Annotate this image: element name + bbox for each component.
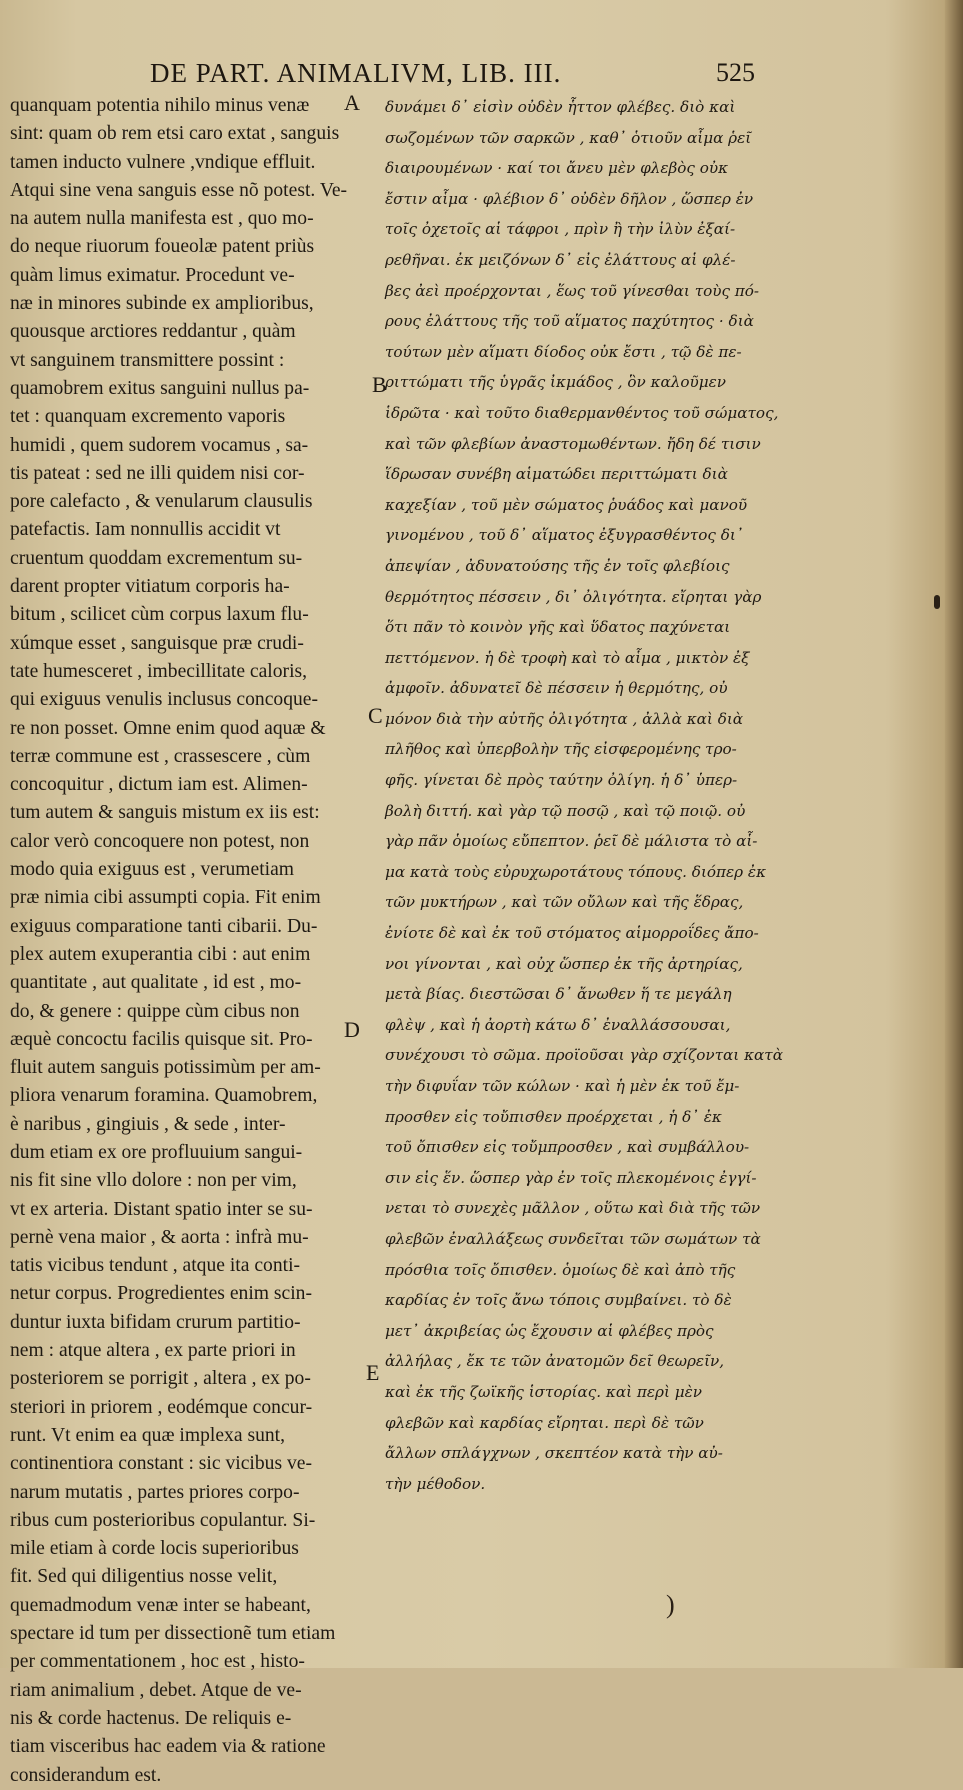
latin-text-line: tis pateat : sed ne illi quidem nisi cor- [10, 462, 305, 484]
greek-text-line: ἔστιν αἷμα · φλέβιον δ᾽ οὐδὲν δῆλον , ὥσπερ ἐν [385, 189, 754, 208]
greek-text-line: τούτων μὲν αἵματι δίοδος οὐκ ἔστι , τῷ δὲ πε- [385, 342, 742, 361]
latin-text-line: quanquam potentia nihilo minus venæ [10, 95, 310, 116]
latin-text-line: considerandum est. [10, 1764, 162, 1786]
greek-text-line: μετ᾽ ἀκριβείας ὡς ἔχουσιν αἱ φλέβες πρὸς [385, 1321, 714, 1340]
latin-text-line: do, & genere : quippe cùm cibus non [10, 1000, 300, 1022]
greek-text-line: μα κατὰ τοὺς εὐρυχωροτάτους τόπους. διόπερ ἐκ [385, 862, 767, 881]
latin-text-line: æquè concoctu facilis quisque sit. Pro- [10, 1028, 313, 1050]
latin-text-line: vt ex arteria. Distant spatio inter se su- [10, 1198, 313, 1220]
latin-text-line: quamobrem exitus sanguini nullus pa- [10, 377, 310, 399]
latin-text-line: quàm limus eximatur. Procedunt ve- [10, 264, 295, 286]
greek-text-line: τὴν μέθοδον. [385, 1474, 486, 1493]
latin-text-line: steriori in priorem , eodémque concur- [10, 1396, 313, 1418]
latin-text-line: exiguus comparatione tanti cibarii. Du- [10, 915, 318, 937]
latin-text-line: tate humesceret , imbecillitate caloris, [10, 660, 308, 682]
latin-text-line: pliora venarum foramina. Quamobrem, [10, 1085, 318, 1107]
greek-text-line: φῆς. γίνεται δὲ πρὸς ταύτην ὀλίγη. ἡ δ᾽ ὑπερ- [385, 771, 738, 790]
latin-text-line: modo quia exiguus est , verumetiam [10, 859, 295, 881]
latin-text-line: calor verò concoquere non potest, non [10, 830, 310, 852]
greek-text-line: πρόσθια τοῖς ὄπισθεν. ὁμοίως δὲ καὶ ἀπὸ τῆς [385, 1260, 736, 1279]
greek-text-line: μετὰ βίας. διεστῶσαι δ᾽ ἄνωθεν ἥ τε μεγάλη [385, 985, 732, 1004]
latin-text-line: riam animalium , debet. Atque de ve- [10, 1679, 302, 1701]
latin-text-line: ribus cum posterioribus copulantur. Si- [10, 1509, 316, 1531]
latin-text-line: per commentationem , hoc est , histo- [10, 1651, 305, 1673]
ink-spot [934, 595, 940, 609]
latin-text-line: tatis vicibus tendunt , atque ita conti- [10, 1255, 301, 1277]
latin-text-line: cruentum quoddam excrementum su- [10, 547, 303, 569]
bottom-catch-mark: ) [666, 1590, 675, 1619]
greek-text-line: βολὴ διττή. καὶ γὰρ τῷ ποσῷ , καὶ τῷ ποιῷ. οὐ [385, 801, 746, 820]
greek-text-line: πλῆθος καὶ ὑπερβολὴν τῆς εἰσφερομένης τρο- [385, 740, 737, 759]
greek-text-line: σωζομένων τῶν σαρκῶν , καθ᾽ ὁτιοῦν αἷμα ῥεῖ [385, 128, 752, 147]
greek-text-line: τὴν διφυΐαν τῶν κώλων · καὶ ἡ μὲν ἐκ τοῦ ἔμ- [385, 1077, 740, 1095]
latin-text-line: continentiora constant : sic vicibus ve- [10, 1453, 312, 1475]
book-spine-edge [945, 0, 963, 1668]
greek-text-line: ρεθῆναι. ἐκ μειζόνων δ᾽ εἰς ἐλάττους αἱ φλέ- [385, 250, 736, 269]
latin-text-line: pernè vena maior , & aorta : infrà mu- [10, 1226, 309, 1248]
latin-text-line: quousque arctiores reddantur , quàm [10, 321, 296, 343]
latin-text-line: nis fit sine vllo dolore : non per vim, [10, 1170, 297, 1192]
greek-text-line: φλεβῶν καὶ καρδίας εἴρηται. περὶ δὲ τῶν [385, 1413, 704, 1432]
latin-text-line: posteriorem se porrigit , altera , ex po- [10, 1368, 311, 1390]
latin-text-line: quantitate , aut qualitate , id est , mo- [10, 972, 302, 994]
greek-text-line: καὶ ἐκ τῆς ζωϊκῆς ἱστορίας. καὶ περὶ μὲν [385, 1382, 702, 1401]
greek-text-line: ἀπεψίαν , ἀδυνατούσης τῆς ἐν τοῖς φλεβίοις [385, 556, 730, 575]
running-header: DE PART. ANIMALIVM, LIB. III. [150, 58, 562, 88]
greek-text-line: καχεξίαν , τοῦ μὲν σώματος ῥυάδος καὶ μανοῦ [385, 495, 748, 514]
greek-text-line: πεττόμενον. ἡ δὲ τροφὴ καὶ τὸ αἷμα , μικτὸν ἐξ [385, 648, 750, 667]
greek-text-line: ἀλλήλας , ἔκ τε τῶν ἀνατομῶν δεῖ θεωρεῖν, [385, 1352, 725, 1371]
latin-text-line: duntur iuxta bifidam crurum partitio- [10, 1311, 301, 1333]
latin-text-line: concoquitur , dictum iam est. Alimen- [10, 774, 308, 796]
greek-text-line: μόνον διὰ τὴν αὐτῆς ὀλιγότητα , ἀλλὰ καὶ διὰ [385, 709, 744, 728]
greek-text-line: γὰρ πᾶν ὁμοίως εὔπεπτον. ῥεῖ δὲ μάλιστα τὸ αἷ- [385, 832, 758, 851]
greek-text-line: ἀμφοῖν. ἀδυνατεῖ δὲ πέσσειν ἡ θερμότης, οὐ [385, 679, 728, 698]
latin-text-line: qui exiguus venulis inclusus concoque- [10, 689, 319, 711]
greek-text-line: ριττώματι τῆς ὑγρᾶς ἰκμάδος , ὃν καλοῦμεν [385, 373, 727, 392]
latin-text-line: xúmque esset , sanguisque præ crudi- [10, 632, 304, 654]
greek-text-line: φλὲψ , καὶ ἡ ἀορτὴ κάτω δ᾽ ἐναλλάσσουσαι, [385, 1015, 731, 1034]
latin-text-line: tamen inducto vulnere ,vndique effluit. [10, 151, 316, 173]
latin-text-line: tet : quanquam excremento vaporis [10, 406, 286, 428]
latin-text-line: Atqui sine vena sanguis esse nõ potest. Ve- [10, 179, 348, 201]
greek-text-line: τοῖς ὀχετοῖς αἱ τάφροι , πρὶν ἢ τὴν ἰλὺν ἐξαί- [385, 220, 736, 239]
latin-text-line: nem : atque altera , ex parte priori in [10, 1340, 296, 1362]
greek-text-line: νεται τὸ συνεχὲς μᾶλλον , οὕτω καὶ διὰ τῆς τῶν [385, 1199, 761, 1218]
latin-text-line: quemadmodum venæ inter se habeant, [10, 1594, 311, 1616]
latin-text-line: fit. Sed qui diligentius nosse velit, [10, 1566, 278, 1588]
latin-text-line: è naribus , gingiuis , & sede , inter- [10, 1113, 286, 1135]
greek-text-line: τοῦ ὄπισθεν εἰς τοὔμπροσθεν , καὶ συμβάλλου- [385, 1138, 750, 1157]
page-number: 525 [716, 58, 755, 87]
greek-text-line: θερμότητος πέσσειν , δι᾽ ὀλιγότητα. εἴρηται γὰρ [385, 587, 762, 606]
margin-marker-d: D [344, 1017, 360, 1042]
latin-text-line: re non posset. Omne enim quod aquæ & [10, 717, 326, 739]
greek-text-line: ἄλλων σπλάγχνων , σκεπτέον κατὰ τὴν αὐ- [385, 1444, 723, 1463]
latin-text-line: tiam visceribus hac eadem via & ratione [10, 1736, 326, 1758]
greek-text-line: φλεβῶν ἐναλλάξεως συνδεῖται τῶν σωμάτων τὰ [385, 1229, 761, 1248]
greek-text-line: προσθεν εἰς τοὔπισθεν προέρχεται , ἡ δ᾽ ἐκ [385, 1107, 722, 1126]
latin-text-line: plex autem exuperantia cibi : aut enim [10, 943, 311, 965]
latin-text-line: bitum , scilicet cùm corpus laxum flu- [10, 604, 309, 626]
margin-marker-a: A [344, 90, 360, 115]
greek-text-line: νοι γίνονται , καὶ οὐχ ὥσπερ ἐκ τῆς ἀρτηρίας, [385, 954, 743, 973]
latin-text-line: mile etiam à corde locis superioribus [10, 1538, 299, 1560]
greek-column [385, 92, 783, 1499]
greek-text-line: καρδίας ἐν τοῖς ἄνω τόποις συμβαίνει. τὸ δὲ [385, 1291, 732, 1310]
margin-marker-b: B [372, 372, 387, 397]
latin-text-line: do neque riuorum foueolæ patent priùs [10, 236, 315, 258]
latin-text-line: netur corpus. Progredientes enim scin- [10, 1283, 312, 1305]
latin-text-line: pore calefacto , & venularum clausulis [10, 491, 313, 513]
greek-text-line: γινομένου , τοῦ δ᾽ αἵματος ἐξυγρασθέντος δι᾽ [385, 526, 744, 545]
greek-text-line: βες ἀεὶ προέρχονται , ἕως τοῦ γίνεσθαι τοὺς πό- [385, 281, 760, 300]
latin-text-line: patefactis. Iam nonnullis accidit vt [10, 519, 281, 541]
greek-text-line: καὶ τῶν φλεβίων ἀναστομωθέντων. ἤδη δέ τισιν [385, 434, 761, 453]
latin-text-line: nis & corde hactenus. De reliquis e- [10, 1707, 292, 1729]
latin-text-line: terræ commune est , crassescere , cùm [10, 745, 311, 767]
greek-text-line: ἵδρωσαν συνέβη αἱματώδει περιττώματι διὰ [385, 465, 728, 484]
latin-text-line: na autem nulla manifesta est , quo mo- [10, 208, 314, 230]
latin-text-line: runt. Vt enim ea quæ implexa sunt, [10, 1424, 286, 1446]
greek-text-line: συνέχουσι τὸ σῶμα. προϊοῦσαι γὰρ σχίζονται κατὰ [385, 1046, 783, 1065]
latin-text-line: sint: quam ob rem etsi caro extat , sanguis [10, 123, 340, 145]
greek-text-line: τῶν μυκτήρων , καὶ τῶν οὔλων καὶ τῆς ἕδρας, [385, 893, 744, 912]
greek-text-line: ἐνίοτε δὲ καὶ ἐκ τοῦ στόματος αἱμορροΐδες ἄπο- [385, 924, 759, 943]
greek-text-line: διαιρουμένων · καί τοι ἄνευ μὲν φλεβὸς οὐκ [385, 159, 729, 178]
greek-text-line: σιν εἰς ἕν. ὥσπερ γὰρ ἐν τοῖς πλεκομένοις ἐγγί- [385, 1168, 757, 1187]
greek-text-line: ρους ἐλάττους τῆς τοῦ αἵματος παχύτητος · διὰ [385, 312, 754, 331]
margin-marker-e: E [366, 1360, 380, 1385]
latin-text-line: tum autem & sanguis mistum ex iis est: [10, 802, 320, 824]
latin-text-line: humidi , quem sudorem vocamus , sa- [10, 434, 309, 456]
greek-text-line: ἱδρῶτα · καὶ τοῦτο διαθερμανθέντος τοῦ σώματος, [385, 403, 779, 422]
latin-text-line: fluit autem sanguis potissimùm per am- [10, 1057, 321, 1079]
latin-text-line: vt sanguinem transmittere possint : [10, 349, 285, 371]
latin-text-line: spectare id tum per dissectionẽ tum etiam [10, 1623, 336, 1645]
latin-column [10, 92, 365, 1790]
latin-text-line: dum etiam ex ore profluuium sangui- [10, 1141, 303, 1163]
latin-text-line: darent propter vitiatum corporis ha- [10, 576, 290, 598]
latin-text-line: næ in minores subinde ex amplioribus, [10, 293, 314, 315]
latin-text-line: narum mutatis , partes priores corpo- [10, 1481, 300, 1503]
margin-marker-c: C [368, 703, 383, 728]
greek-text-line: ὅτι πᾶν τὸ κοινὸν γῆς καὶ ὕδατος παχύνεται [385, 618, 731, 637]
latin-text-line: præ nimia cibi assumpti copia. Fit enim [10, 887, 321, 909]
greek-text-line: δυνάμει δ᾽ εἰσὶν οὐδὲν ἧττον φλέβες. διὸ καὶ [385, 98, 736, 116]
